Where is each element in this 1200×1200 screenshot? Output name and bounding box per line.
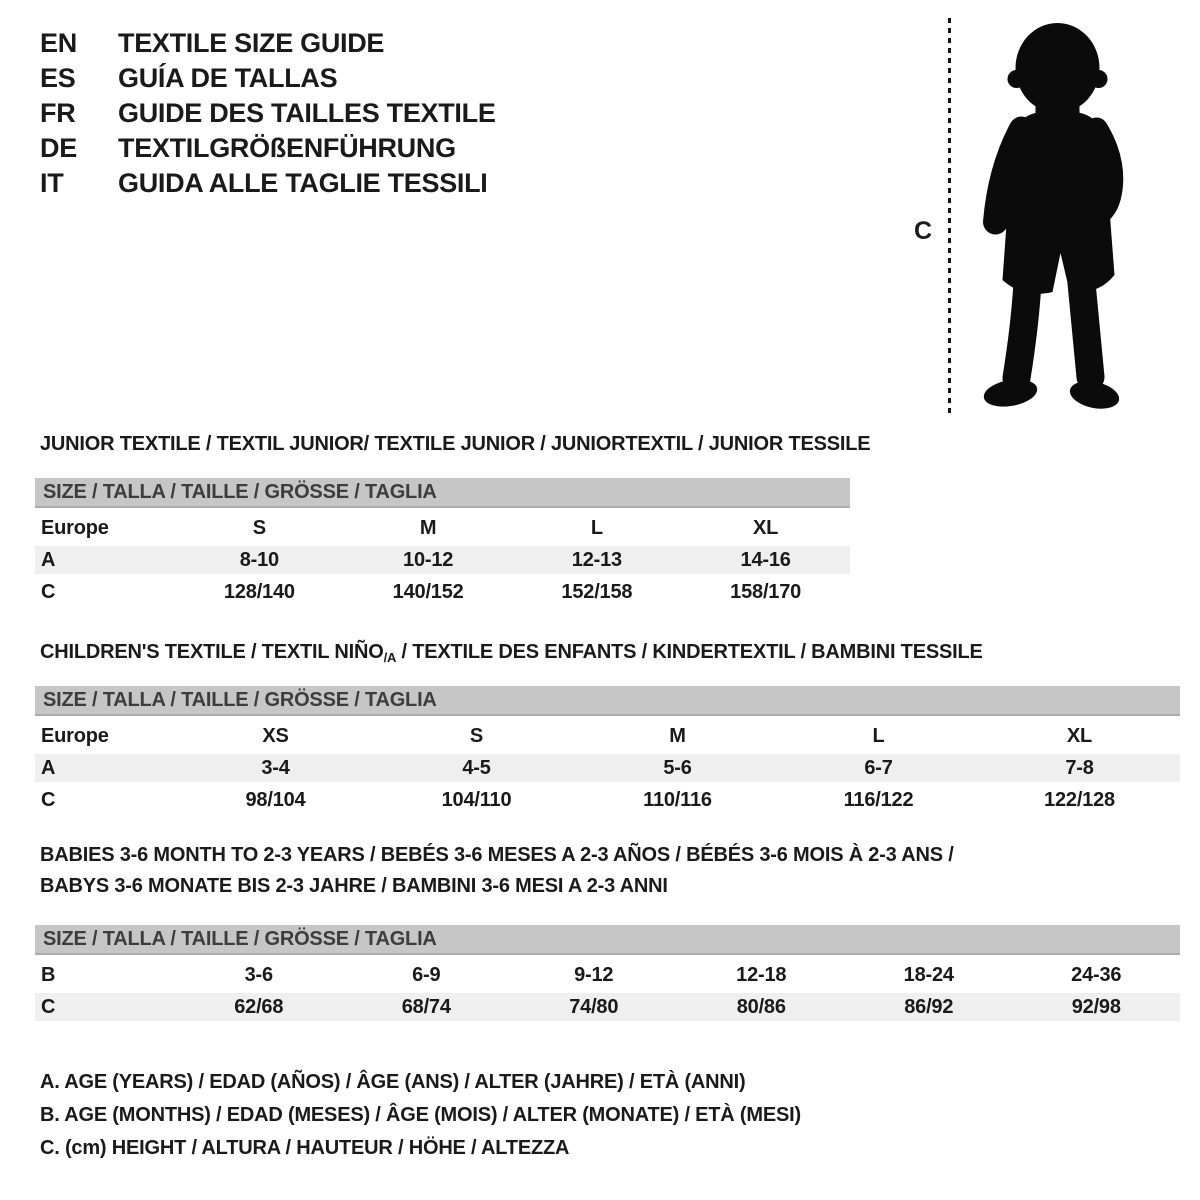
height-measure-label: C — [914, 217, 933, 245]
row-label: B — [41, 964, 56, 986]
table-row-age-months — [35, 960, 1180, 990]
guide-title: TEXTILE SIZE GUIDE — [118, 28, 385, 58]
table-row-age — [35, 754, 1180, 782]
table-row-height — [35, 577, 850, 607]
table-cell: 80/86 — [736, 996, 786, 1018]
language-code: IT — [40, 168, 64, 198]
language-code: EN — [40, 28, 77, 58]
table-cell: XS — [262, 725, 289, 747]
babies-section-title — [40, 840, 954, 902]
table-cell: S — [469, 725, 484, 747]
table-cell: 152/158 — [561, 581, 633, 603]
table-cell: 86/92 — [904, 996, 954, 1018]
children-size-table — [35, 686, 1180, 815]
table-cell: XL — [1066, 725, 1093, 747]
toddler-silhouette-image — [964, 15, 1142, 420]
table-cell: 122/128 — [1044, 789, 1115, 811]
table-cell: 3-4 — [261, 757, 290, 779]
table-cell: 12-13 — [571, 549, 622, 571]
children-title-post: / TEXTILE DES ENFANTS / KINDERTEXTIL / BAMBINI TESSILE — [396, 641, 983, 663]
guide-title: GUIDE DES TAILLES TEXTILE — [118, 98, 496, 128]
row-label: Europe — [41, 725, 109, 747]
table-cell: M — [419, 517, 437, 539]
row-label: A — [41, 757, 56, 779]
babies-title-line1: BABIES 3-6 MONTH TO 2-3 YEARS / BEBÉS 3-6 MESES A 2-3 AÑOS / BÉBÉS 3-6 MOIS À 2-3 ANS / — [40, 844, 954, 866]
table-cell: 10-12 — [403, 549, 454, 571]
table-cell: 12-18 — [736, 964, 787, 986]
table-cell: 158/170 — [730, 581, 802, 603]
table-cell: 6-7 — [864, 757, 893, 779]
row-label: C — [41, 581, 56, 603]
table-cell: 8-10 — [239, 549, 279, 571]
height-dashed-line — [948, 18, 951, 418]
table-row-height — [35, 785, 1180, 815]
children-title-subscript: /A — [383, 650, 397, 665]
table-cell: 6-9 — [412, 964, 441, 986]
language-title-list — [40, 26, 496, 201]
table-cell: 3-6 — [244, 964, 273, 986]
guide-title: TEXTILGRÖßENFÜHRUNG — [118, 133, 456, 163]
junior-section-title: JUNIOR TEXTILE / TEXTIL JUNIOR/ TEXTILE JUNIOR / JUNIORTEXTIL / JUNIOR TESSILE — [40, 433, 871, 455]
guide-title: GUIDA ALLE TAGLIE TESSILI — [118, 168, 488, 198]
table-cell: M — [669, 725, 686, 747]
table-cell: 5-6 — [663, 757, 692, 779]
row-label: C — [41, 789, 56, 811]
table-cell: 68/74 — [401, 996, 451, 1018]
language-row-es — [40, 61, 496, 96]
size-header-bar: SIZE / TALLA / TAILLE / GRÖSSE / TAGLIA — [35, 925, 1180, 955]
legend-line-b: B. AGE (MONTHS) / EDAD (MESES) / ÂGE (MOIS) / ALTER (MONATE) / ETÀ (MESI) — [40, 1104, 801, 1126]
guide-title: GUÍA DE TALLAS — [118, 63, 338, 93]
table-cell: 24-36 — [1071, 964, 1122, 986]
table-cell: 18-24 — [903, 964, 954, 986]
table-cell: 7-8 — [1065, 757, 1094, 779]
table-cell: 9-12 — [574, 964, 614, 986]
language-code: DE — [40, 133, 77, 163]
table-cell: S — [252, 517, 266, 539]
table-row-age — [35, 546, 850, 574]
children-section-title — [40, 641, 983, 665]
table-cell: 62/68 — [234, 996, 284, 1018]
table-cell: 104/110 — [441, 789, 512, 811]
table-cell: 116/122 — [843, 789, 914, 811]
table-cell: 14-16 — [740, 549, 791, 571]
table-cell: 110/116 — [643, 789, 712, 811]
legend-line-c: C. (cm) HEIGHT / ALTURA / HAUTEUR / HÖHE / ALTEZZA — [40, 1137, 570, 1159]
table-cell: 128/140 — [223, 581, 295, 603]
junior-size-table — [35, 478, 850, 607]
measure-legend — [40, 1066, 801, 1165]
legend-line-a: A. AGE (YEARS) / EDAD (AÑOS) / ÂGE (ANS) / ALTER (JAHRE) / ETÀ (ANNI) — [40, 1071, 746, 1093]
babies-size-table — [35, 925, 1180, 1024]
language-row-it — [40, 166, 496, 201]
row-label: Europe — [41, 517, 109, 539]
language-code: FR — [40, 98, 76, 128]
language-row-en — [40, 26, 496, 61]
table-cell: 4-5 — [462, 757, 491, 779]
size-header-bar: SIZE / TALLA / TAILLE / GRÖSSE / TAGLIA — [35, 686, 1180, 716]
language-code: ES — [40, 63, 76, 93]
row-label: A — [41, 549, 56, 571]
table-cell: L — [590, 517, 603, 539]
size-header-bar: SIZE / TALLA / TAILLE / GRÖSSE / TAGLIA — [35, 478, 850, 508]
table-cell: 98/104 — [245, 789, 306, 811]
table-row-europe — [35, 721, 1180, 751]
language-row-de — [40, 131, 496, 166]
children-title-pre: CHILDREN'S TEXTILE / TEXTIL NIÑO — [40, 641, 384, 663]
table-cell: 92/98 — [1071, 996, 1121, 1018]
language-row-fr — [40, 96, 496, 131]
table-cell: L — [872, 725, 885, 747]
table-cell: 140/152 — [392, 581, 464, 603]
height-measure-figure — [900, 15, 1150, 423]
babies-title-line2: BABYS 3-6 MONATE BIS 2-3 JAHRE / BAMBINI 3-6 MESI A 2-3 ANNI — [40, 875, 668, 897]
table-row-europe — [35, 513, 850, 543]
row-label: C — [41, 996, 56, 1018]
table-cell: 74/80 — [569, 996, 619, 1018]
table-cell: XL — [753, 517, 779, 539]
table-row-height — [35, 993, 1180, 1021]
